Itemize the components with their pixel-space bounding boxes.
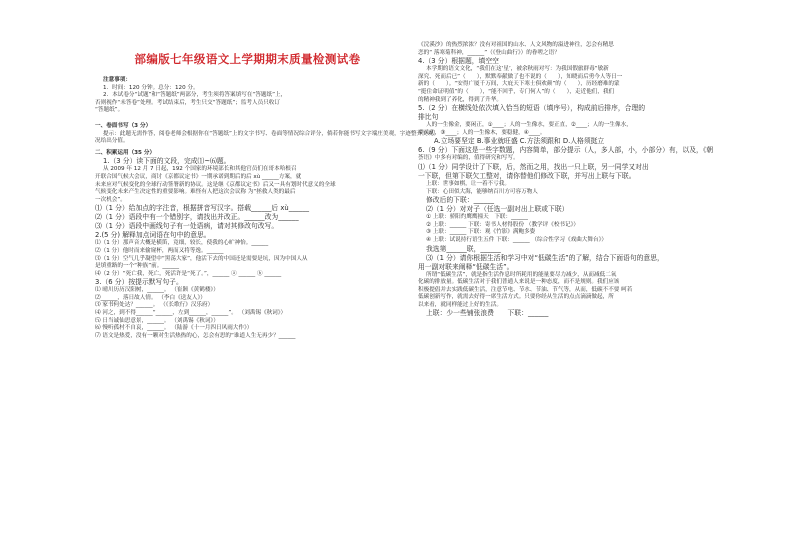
right-line: 低碳创新写作，就需去好得一席生活方式。只要你经从生活的点点滴滴做起，所	[418, 294, 614, 301]
left-line: ⑴（1 分）那声音大概是横笛，竟细，较长，使我的心旷神怡。______	[95, 240, 269, 247]
left-line: 2．本试卷分“试题”和“答题纸”两部分，考生须将答案填写在“答题纸”上，	[103, 92, 287, 99]
right-line: 5.（2 分）在横线处依次填入恰当的短语（填序号），构成前后排序，合理的	[418, 104, 646, 113]
left-line: 提示：此题无需作答，阅卷老师会根据你在“答题纸”上的文字书写、卷面等情况综合评分，倘若你能书写文字端庄美观，字迹整齐美观。	[103, 130, 439, 137]
right-line: 4.（3 分）根据题，填空空	[418, 57, 499, 66]
left-line: 从 2009 年 12 月 7 日起，192 个国家的环境部长和其他官员们在哥本哈根召	[103, 166, 297, 173]
left-line: 注意事项：	[103, 77, 131, 83]
left-line: 3.（6 分）按提示默写句子。	[95, 278, 183, 287]
page-title: 部编版七年级语文上学期期末质量检测试卷	[134, 52, 361, 66]
left-line: 开联合国气候大会议，商讨《京都议定书》一期承诺到期后的后 xù ______方案，就	[95, 173, 302, 180]
left-line: 一、卷面书写（3 分）	[95, 122, 152, 129]
right-line: 一下联，但第下联欠工整对，请你替他们修改下联，并写出上联与下联。	[418, 171, 636, 180]
left-line: ⑸ 日当诚仙思意景，______。 （刘禹锡《秋词》）	[95, 317, 219, 324]
left-line: ⑷（2 分）“死亡我，死亡，死活许是“死了。”，______ ⓐ ______ ⓑ ______	[95, 270, 282, 277]
right-line: ⑶（1 分）请你根据生活和学习中对“低碳生活”的了解，结合下面语句的意思，	[426, 253, 664, 262]
right-line: 积极提倡并去实践低碳生活，注意节电、节水、节油、节气等，从而，低碳不不要 呵若	[418, 286, 633, 293]
left-line: 况给出分值。	[95, 138, 129, 145]
right-line: ③ 上联：______ 下联：观《竹影》满鲍多姿	[426, 229, 536, 236]
right-line: 6.（9 分）下面这是一些字数题，内容简单，部分提示（人，多人部，小，小部分）有，以及，《朝	[418, 146, 714, 155]
right-line: 排比句	[418, 113, 439, 122]
left-line: “答题纸”。	[95, 107, 124, 114]
right-line: 化碳的排放量。低碳生活对于我们普通人来说是一种态度，而不是规则。我们应该	[418, 279, 620, 286]
right-line: 所谓“低碳生活”，就是指生活作息时所耗用的能量要尽力减少，从而减低二氧	[426, 271, 617, 278]
left-line: ⑶ 家书何处达？______。 （《长歌行》汉乐府）	[95, 302, 214, 309]
left-line: ⑷ 河之，到不得______“______，左到______，______”。 （刘禹锡《秋词》）	[95, 310, 287, 317]
left-line: ⑹ 慢听孤村不自哀，______。 （陆游《十一月四日风雨大作》）	[95, 325, 253, 332]
left-line: ⑺ 语文是热爱，没有一颗对生活热热的心，怎会有思的“谁道人生无再少？______	[95, 332, 296, 339]
left-line: 否则视作“未答卷”处理。考试结束后，考生只交“答题纸”；监考人员只收订	[95, 99, 280, 106]
left-line: 1．时间：120 分钟。总分：120 分。	[103, 84, 199, 91]
left-line: ⑴ 晴川历历汉阳树，______。 （崔颢《黄鹤楼》）	[95, 287, 219, 294]
right-line: 以来看，就同样能过上好的生活。	[418, 301, 502, 308]
left-line: 1.（3 分）读下面的文段，完成⑴~⑹题。	[103, 157, 231, 166]
left-line: 是填重路的一个“种族”前。______	[95, 263, 180, 270]
right-line: 要灵动，③____；人的一生像木，要稳健，④____。	[418, 129, 546, 136]
left-line: 未来应对气候变化的全球行动签署新的协议。这是继《京都议定书》后又一具有划时代意义的全球	[95, 181, 336, 188]
right-line: 新的（ ）。“安得广厦千万间，大庇天下寒士俱欢颜”的（ ），历经磨难的蒙	[418, 81, 620, 88]
right-line: 恋的“ 落寒菊科神，______”（《登山曲行》）的眷嗟之语？	[418, 49, 560, 56]
left-line: 一次机会”。	[95, 196, 126, 203]
left-line: ⑶（1 分）空气几乎凝望中“黑荡大家”，他活下去的中国还是需要是坑，因为中国人从	[95, 255, 308, 262]
left-line: ⑶（1 分）语段中画线句子有一处语病，请对其修改句改写。	[95, 222, 279, 231]
left-line: 2.(5 分) 解释加点词语在句中的意思。	[95, 231, 211, 240]
right-line: 用一副对联来阐释“低碳生活”。	[418, 262, 514, 271]
left-line: ⑵（1 分）语段中有一个错别字，请找出并改正。______改为______	[95, 213, 299, 222]
right-line: 下联：心田似大海，能够纳百川方可容万物人	[426, 188, 538, 195]
right-line: 上联：世事如棋，让一着不亏我。	[426, 180, 510, 187]
right-line: ⑴（1 分）同学设计了下联，后，然而之用，找出一只上联，另一同学又对出	[418, 162, 649, 171]
right-line: ① 上联：骄阳灼鹰鹰撞天 下联：______	[426, 214, 528, 221]
right-line: 的精神我到了养化，得到了升华。	[418, 96, 502, 103]
left-line: 二、积累运用（35 分）	[95, 149, 156, 156]
right-line: ② 上联：______ 下联：寄书人材得股份 （教学评《校书记》）	[426, 221, 579, 228]
right-line: A.立场要坚定 B.事业就旺盛 C.方法须跟和 D.人格须挺立	[434, 137, 605, 146]
right-line: 《浣溪沙》的热烈浓浓？没有对祖国的山水、人文风物的溢进神往，怎会有精思	[418, 42, 614, 48]
right-line: 人的一生像金，要闲正，①____；人的一生像水，要正直，②____；人的一生像水，	[426, 122, 632, 129]
right-line: ⑵（1 分）对对子（任选一副对出上联或下联）	[426, 205, 569, 214]
right-line: “挺住命证明值”的（ ），“能不回乎，专门何人”的（ ），走近他们，我们	[418, 88, 615, 95]
right-column	[418, 0, 714, 550]
left-line: 气候变化未来产生决定性的重要影响。难怪有人把这次会议称 为“拯救人类的最后	[95, 189, 296, 196]
left-line: ⑵（1 分）他时而来偷窥杯，两而又将等逸。______	[95, 247, 224, 254]
left-line: ⑵______，落日故人情。 （李白《送友人》）	[95, 294, 206, 301]
right-line: 荟语》中多有对编的，值得研究和写写。	[418, 155, 519, 162]
right-line: 深究、死而后已”（ ），默默奉献做了也不说的（ ），知晓而后勇今人等日一	[418, 73, 623, 80]
right-line: 本学期的语文文化，“我们在这‘星’，被余秋雨对写：为我国假旅群毒“敏新	[426, 66, 609, 73]
left-line: ⑴（1 分）给加点的字注音，根据拼音写汉字。搭载______后 xù______	[95, 204, 310, 213]
right-line: ④ 上联：试说持行语生五件 下联：______ （综合性学习《戏曲大舞台》）	[426, 236, 607, 243]
right-text-block	[418, 42, 714, 318]
right-line: 修改后的下联：______	[426, 196, 494, 205]
right-line: 上联：少一些铺张浪费 下联：______	[426, 309, 549, 318]
right-line: 我选第______联，______	[426, 244, 501, 253]
left-line	[95, 115, 400, 119]
